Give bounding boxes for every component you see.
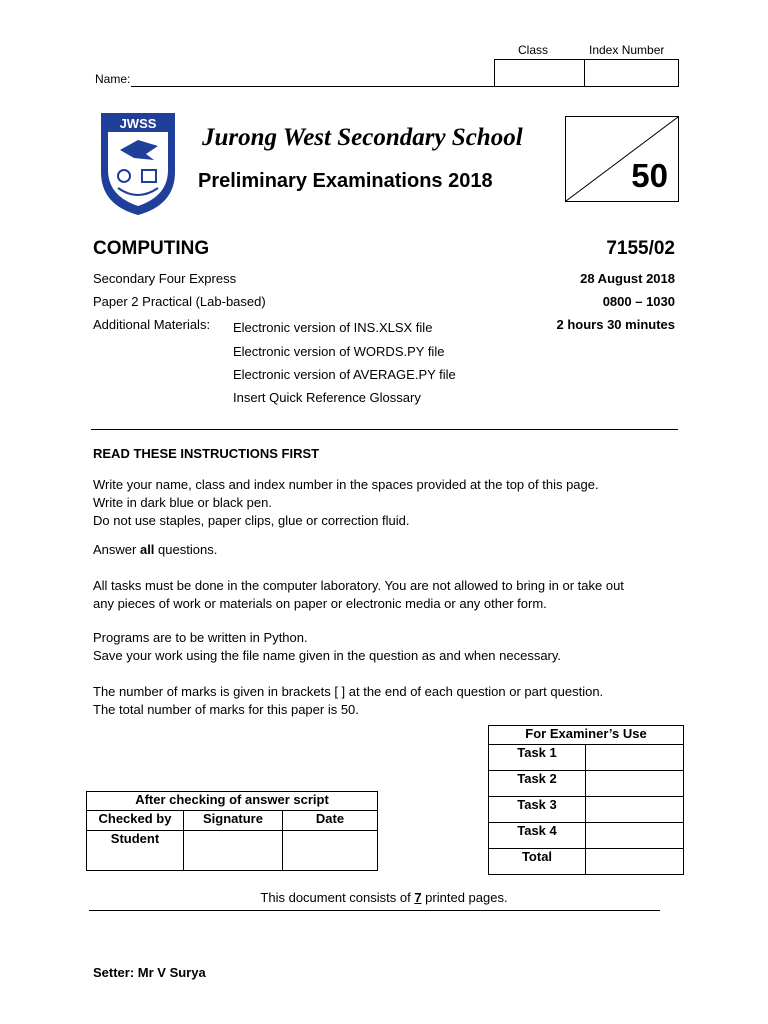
page-count: 7	[414, 890, 422, 905]
exam-duration: 2 hours 30 minutes	[556, 317, 675, 332]
logo-text: JWSS	[119, 116, 157, 131]
total-marks: 50	[631, 157, 668, 194]
paper-type: Paper 2 Practical (Lab-based)	[93, 294, 266, 309]
exam-time: 0800 – 1030	[602, 294, 675, 309]
instructions-block-4	[93, 629, 561, 665]
student-label: Student	[87, 831, 184, 871]
checked-by-header: Checked by	[87, 811, 184, 831]
footer-text: This document consists of	[260, 890, 415, 905]
class-field[interactable]	[494, 59, 585, 87]
paper-code: 7155/02	[606, 238, 675, 259]
material-item: Electronic version of WORDS.PY file	[233, 344, 445, 359]
instructions-block-3	[93, 577, 624, 613]
instruction-text: Answer	[93, 542, 140, 557]
instructions-heading: READ THESE INSTRUCTIONS FIRST	[93, 446, 320, 461]
student-date-cell[interactable]	[283, 831, 378, 871]
date-header: Date	[283, 811, 378, 831]
examiner-table-heading: For Examiner’s Use	[489, 726, 684, 745]
index-number-field[interactable]	[584, 59, 679, 87]
material-item: Electronic version of INS.XLSX file	[233, 320, 433, 335]
material-item: Insert Quick Reference Glossary	[233, 390, 421, 405]
task-score-cell[interactable]	[586, 745, 684, 771]
additional-materials-label: Additional Materials:	[93, 317, 211, 332]
page-count-line	[0, 890, 768, 905]
total-marks-box	[565, 116, 679, 202]
class-label: Class	[518, 43, 549, 57]
task-label: Task 4	[489, 823, 586, 849]
answer-script-check-table	[86, 791, 378, 871]
school-crest-logo	[98, 110, 178, 216]
instruction-line: Do not use staples, paper clips, glue or correction fluid.	[93, 513, 410, 528]
footer-text: printed pages.	[421, 890, 508, 905]
instructions-block-1	[93, 476, 599, 530]
student-signature-cell[interactable]	[184, 831, 283, 871]
instruction-line: All tasks must be done in the computer laboratory. You are not allowed to bring in or take out	[93, 578, 624, 593]
instruction-line: Write your name, class and index number in the spaces provided at the top of this page.	[93, 477, 599, 492]
instruction-line: The total number of marks for this paper is 50.	[93, 702, 359, 717]
material-item: Electronic version of AVERAGE.PY file	[233, 367, 456, 382]
answer-all-line	[93, 542, 217, 557]
exam-title: Preliminary Examinations 2018	[198, 170, 493, 192]
task-label: Task 3	[489, 797, 586, 823]
task-score-cell[interactable]	[586, 771, 684, 797]
check-table-heading: After checking of answer script	[87, 792, 378, 811]
instruction-emphasis: all	[139, 542, 155, 557]
name-field-line[interactable]	[131, 86, 495, 87]
instruction-line: Programs are to be written in Python.	[93, 630, 308, 645]
index-number-label: Index Number	[589, 43, 665, 57]
instruction-line: Save your work using the file name given in the question as and when necessary.	[93, 648, 562, 663]
instruction-line: any pieces of work or materials on paper or electronic media or any other form.	[93, 596, 547, 611]
signature-header: Signature	[184, 811, 283, 831]
footer-divider	[89, 910, 660, 911]
instruction-line: The number of marks is given in brackets [ ] at the end of each question or part question.	[93, 684, 604, 699]
setter-name: Setter: Mr V Surya	[93, 965, 206, 980]
task-label: Task 1	[489, 745, 586, 771]
school-name: Jurong West Secondary School	[202, 124, 523, 151]
section-divider	[91, 429, 678, 430]
task-score-cell[interactable]	[586, 797, 684, 823]
task-label: Task 2	[489, 771, 586, 797]
subject-title: COMPUTING	[93, 238, 210, 259]
name-label: Name:	[95, 72, 131, 86]
level-text: Secondary Four Express	[93, 271, 237, 286]
examiner-use-table	[488, 725, 684, 875]
total-label: Total	[489, 849, 586, 875]
instruction-text: questions.	[154, 542, 218, 557]
instruction-line: Write in dark blue or black pen.	[93, 495, 272, 510]
instructions-block-5	[93, 683, 603, 719]
exam-date: 28 August 2018	[580, 271, 675, 286]
total-score-cell[interactable]	[586, 849, 684, 875]
task-score-cell[interactable]	[586, 823, 684, 849]
